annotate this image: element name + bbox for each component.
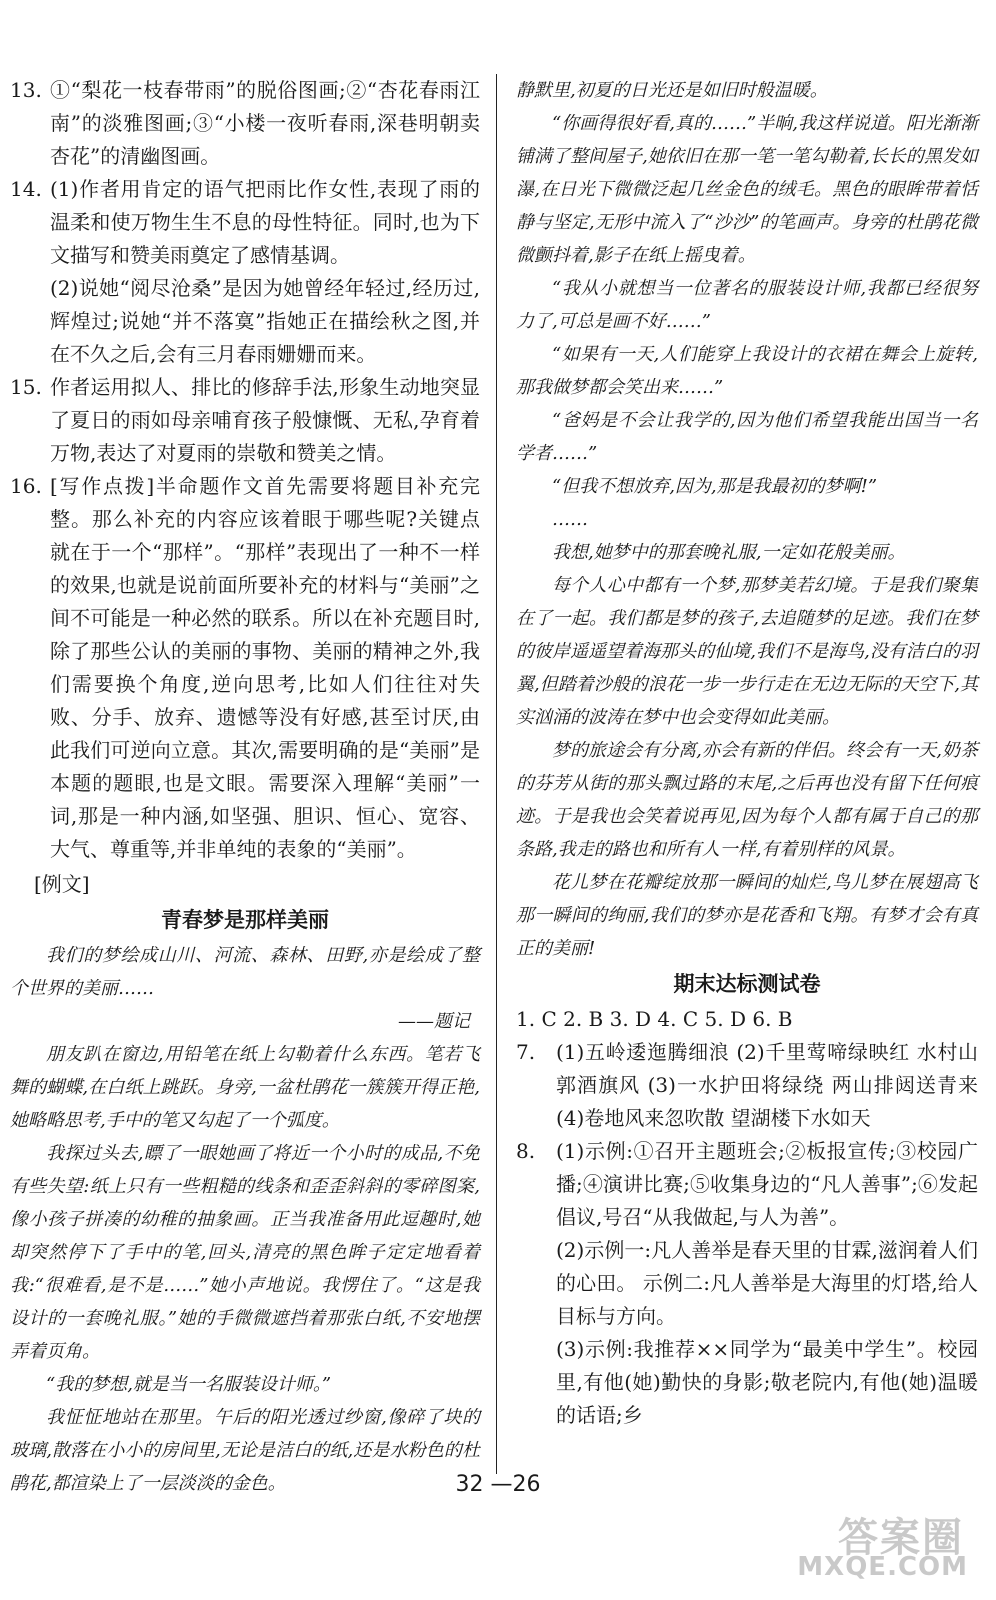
question-number: 16. — [10, 474, 42, 498]
essay-paragraph: 朋友趴在窗边,用铅笔在纸上勾勒着什么东西。笔若飞舞的蝴蝶,在白纸上跳跃。身旁,一盆杜鹃花一簇簇开得正艳,她略略思考,手中的笔又勾起了一个弧度。 — [10, 1044, 480, 1131]
watermark-text: 答案圈 — [838, 1515, 964, 1561]
answer-13 — [10, 74, 480, 173]
question-number: 13. — [10, 78, 42, 102]
essay-paragraph: “但我不想放弃,因为,那是我最初的梦啊!” — [552, 476, 878, 497]
example-tag: [例文] — [34, 872, 90, 896]
answer-text: [写作点拨]半命题作文首先需要将题目补充完整。那么补充的内容应该着眼于哪些呢?关键点就在于一个“那样”。“那样”表现出了一种不一样的效果,也就是说前面所要补充的材料与“美丽”之间不可能是一种必然的联系。所以在补充题目时,除了那些公认的美丽的事物、美丽的精神之外,我们需要换个角度,逆向思考,比如人们往往对失败、分手、放弃、遗憾等没有好感,甚至讨厌,由此我们可逆向立意。其次,需要明确的是“美丽”是本题的题眼,也是文眼。需要深入理解“美丽”一词,那是一种内涵,如坚强、胆识、恒心、宽容、大气、尊重等,并非单纯的表象的“美丽”。 — [50, 474, 480, 861]
epigraph-sign: ——题记 — [398, 1011, 470, 1032]
answer-text: (3)示例:我推荐××同学为“最美中学生”。校园里,有他(她)勤快的身影;敬老院内,有他(她)温暖的话语;乡 — [556, 1337, 978, 1427]
answer-text: (1)示例:①召开主题班会;②板报宣传;③校园广播;④演讲比赛;⑤收集身边的“凡人善事”;⑥发起倡议,号召“从我做起,与人为善”。 — [556, 1139, 978, 1229]
essay-paragraph: 梦的旅途会有分离,亦会有新的伴侣。终会有一天,奶茶的芬芳从街的那头飘过路的末尾,之后再也没有留下任何痕迹。于是我也会笑着说再见,因为每个人都有属于自己的那条路,我走的路也和所有人一样,有着别样的风景。 — [516, 740, 978, 860]
essay-paragraph: “你画得很好看,真的……”半晌,我这样说道。阳光渐渐铺满了整间屋子,她依旧在那一笔一笔勾勒着,长长的黑发如瀑,在日光下微微泛起几丝金色的绒毛。黑色的眼眸带着恬静与坚定,无形中流入了“沙沙”的笔画声。身旁的杜鹃花微微颤抖着,影子在纸上摇曳着。 — [516, 113, 978, 266]
mc-answers: 1. C 2. B 3. D 4. C 5. D 6. B — [516, 1007, 793, 1031]
answer-text: ①“梨花一枝春带雨”的脱俗图画;②“杏花春雨江南”的淡雅图画;③“小楼一夜听春雨,深巷明朝卖杏花”的清幽图画。 — [50, 78, 480, 168]
exam-title: 期末达标测试卷 — [673, 972, 821, 996]
essay-paragraph: 我探过头去,瞟了一眼她画了将近一个小时的成品,不免有些失望:纸上只有一些粗糙的线条和歪歪斜斜的零碎图案,像小孩子拼凑的幼稚的抽象画。正当我准备用此逗趣时,她却突然停下了手中的笔,回头,清亮的黑色眸子定定地看着我:“很难看,是不是……”她小声地说。我愣住了。“这是我设计的一套晚礼服。”她的手微微遮挡着那张白纸,不安地摆弄着页角。 — [10, 1143, 480, 1362]
page-number: 32 —26 — [455, 1472, 541, 1497]
answer-text: (1)作者用肯定的语气把雨比作女性,表现了雨的温柔和使万物生生不息的母性特征。同时,也为下文描写和赞美雨奠定了感情基调。 — [50, 177, 480, 267]
essay-paragraph: “爸妈是不会让我学的,因为他们希望我能出国当一名学者……” — [516, 410, 978, 464]
answer-text: 作者运用拟人、排比的修辞手法,形象生动地突显了夏日的雨如母亲哺育孩子般慷慨、无私,孕育着万物,表达了对夏雨的崇敬和赞美之情。 — [50, 375, 480, 465]
question-number: 14. — [10, 177, 42, 201]
essay-paragraph: 每个人心中都有一个梦,那梦美若幻境。于是我们聚集在了一起。我们都是梦的孩子,去追随梦的足迹。我们在梦的彼岸遥遥望着海那头的仙境,我们不是海鸟,没有洁白的羽翼,但踏着沙般的浪花一步一步行走在无边无际的天空下,其实汹涌的波涛在梦中也会变得如此美丽。 — [516, 575, 978, 728]
essay-paragraph: “如果有一天,人们能穿上我设计的衣裙在舞会上旋转,那我做梦都会笑出来……” — [516, 344, 978, 398]
question-number: 8. — [516, 1139, 536, 1163]
answer-14 — [10, 173, 480, 371]
left-column — [10, 74, 480, 1500]
answer-16 — [10, 470, 480, 866]
question-number: 15. — [10, 375, 42, 399]
answer-8 — [516, 1135, 978, 1432]
watermark-logo — [797, 1506, 974, 1586]
answer-text: (1)五岭逶迤腾细浪 (2)千里莺啼绿映红 水村山郭酒旗风 (3)一水护田将绿绕 两山排闼送青来 (4)卷地风来忽吹散 望湖楼下水如天 — [556, 1040, 978, 1130]
answer-7 — [516, 1036, 978, 1135]
answer-text: (2)说她“阅尽沧桑”是因为她曾经年轻过,经历过,辉煌过;说她“并不落寞”指她正在描绘秋之图,并在不久之后,会有三月春雨姗姗而来。 — [50, 276, 480, 366]
essay-ellipsis: …… — [552, 509, 588, 530]
essay-paragraph: 我想,她梦中的那套晚礼服,一定如花般美丽。 — [552, 542, 906, 563]
question-number: 7. — [516, 1040, 536, 1064]
essay-paragraph: 我怔怔地站在那里。午后的阳光透过纱窗,像碎了块的玻璃,散落在小小的房间里,无论是洁白的纸,还是水粉色的杜鹃花,都渲染上了一层淡淡的金色。 — [10, 1407, 480, 1494]
essay-paragraph: 静默里,初夏的日光还是如旧时般温暖。 — [516, 80, 828, 101]
epigraph: 我们的梦绘成山川、河流、森林、田野,亦是绘成了整个世界的美丽…… — [10, 945, 480, 999]
essay-paragraph: “我的梦想,就是当一名服装设计师。” — [46, 1374, 332, 1395]
answer-15 — [10, 371, 480, 470]
essay-paragraph: 花儿梦在花瓣绽放那一瞬间的灿烂,鸟儿梦在展翅高飞那一瞬间的绚丽,我们的梦亦是花香和飞翔。有梦才会有真正的美丽! — [516, 872, 978, 959]
watermark-url: MXQE.COM — [797, 1552, 968, 1582]
essay-paragraph: “我从小就想当一位著名的服装设计师,我都已经很努力了,可总是画不好……” — [516, 278, 978, 332]
answer-text: (2)示例一:凡人善举是春天里的甘霖,滋润着人们的心田。 示例二:凡人善举是大海里的灯塔,给人目标与方向。 — [556, 1238, 978, 1328]
column-divider — [496, 74, 497, 1474]
essay-title: 青春梦是那样美丽 — [161, 908, 329, 932]
right-column — [516, 74, 978, 1432]
